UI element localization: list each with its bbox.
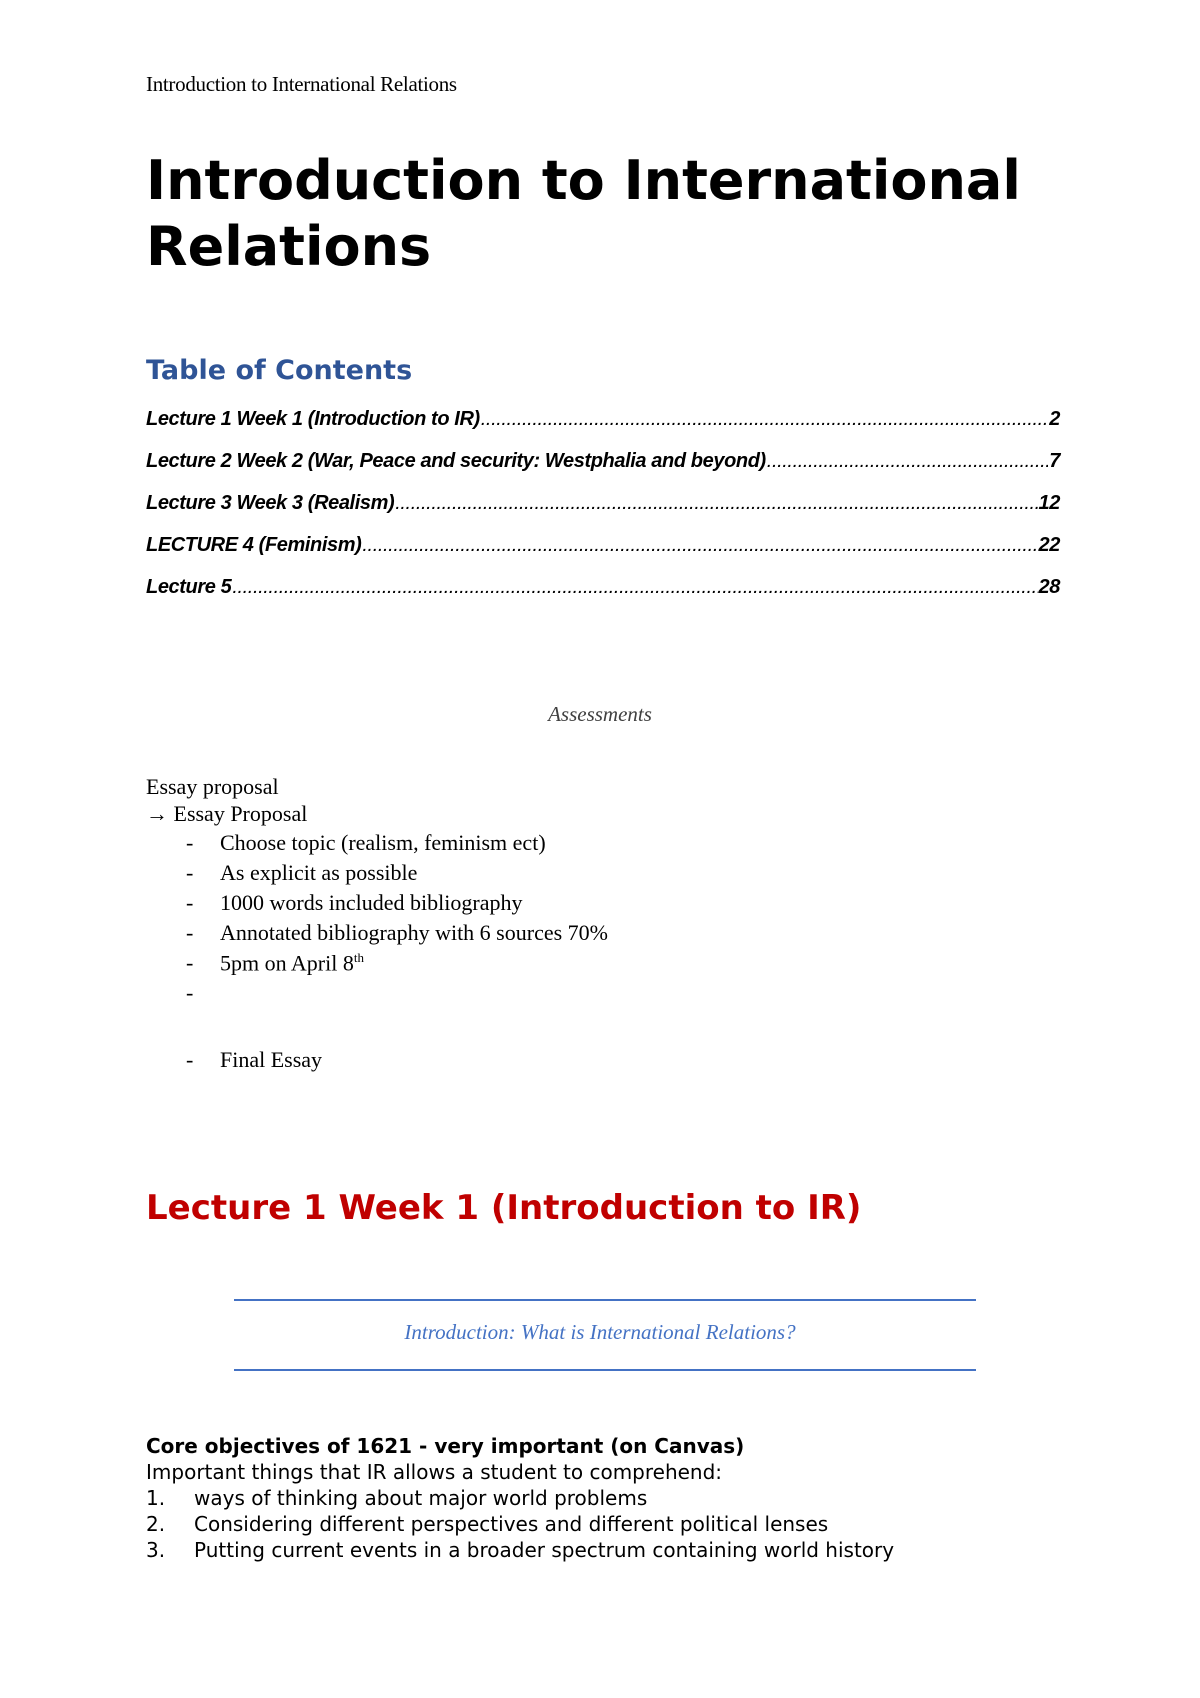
document-title: Introduction to International Relations <box>146 149 1021 278</box>
essay-proposal-label: Essay proposal <box>146 774 279 799</box>
final-essay-item: Final Essay <box>220 1047 323 1072</box>
quote-top-rule <box>234 1299 976 1301</box>
toc-entry-label: Lecture 2 Week 2 (War, Peace and security: Westphalia and beyond) <box>146 450 766 472</box>
bullet-dash: - <box>186 1047 194 1072</box>
toc-dot-leader <box>395 492 1037 515</box>
bullet-dash: - <box>186 830 194 855</box>
toc-heading: Table of Contents <box>146 355 413 386</box>
bullet-dash: - <box>186 920 194 945</box>
objectives-intro: Important things that IR allows a student to comprehend: <box>146 1460 723 1484</box>
toc-dot-leader <box>362 534 1037 557</box>
intro-quote: Introduction: What is International Relations? <box>404 1320 796 1344</box>
toc-page-number: 12 <box>1038 492 1060 514</box>
deadline-text: 5pm on April 8 <box>220 950 354 976</box>
bullet-dash: - <box>186 950 194 975</box>
bullet-item: As explicit as possible <box>220 860 418 885</box>
toc-entry-lecture-5[interactable] <box>146 576 1060 599</box>
toc-dot-leader <box>481 408 1049 431</box>
toc-dot-leader <box>232 576 1037 599</box>
date-suffix: th <box>353 950 364 965</box>
bullet-item: 1000 words included bibliography <box>220 890 523 915</box>
toc-page-number: 28 <box>1038 576 1060 598</box>
objective-item: Considering different perspectives and different political lenses <box>194 1512 829 1536</box>
objectives-heading: Core objectives of 1621 - very important (on Canvas) <box>146 1434 745 1458</box>
arrow-right-icon: → <box>146 801 168 826</box>
list-number: 3. <box>146 1538 166 1562</box>
arrow-item-text: Essay Proposal <box>173 801 308 826</box>
toc-entry-lecture-2[interactable] <box>146 450 1060 473</box>
toc-entry-lecture-3[interactable] <box>146 492 1060 515</box>
toc-entry-lecture-4[interactable] <box>146 534 1060 557</box>
bullet-item: Annotated bibliography with 6 sources 70% <box>220 920 608 945</box>
bullet-dash: - <box>186 860 194 885</box>
arrow-list-item <box>146 801 307 827</box>
objective-item: ways of thinking about major world problems <box>194 1486 648 1510</box>
running-header: Introduction to International Relations <box>146 72 457 96</box>
toc-entry-label: LECTURE 4 (Feminism) <box>146 534 362 556</box>
bullet-item: Choose topic (realism, feminism ect) <box>220 830 546 855</box>
bullet-dash-empty: - <box>186 980 194 1005</box>
toc-entry-label: Lecture 3 Week 3 (Realism) <box>146 492 395 514</box>
bullet-item-deadline <box>220 950 364 976</box>
toc-page-number: 22 <box>1038 534 1060 556</box>
bullet-dash: - <box>186 890 194 915</box>
toc-dot-leader <box>767 450 1048 473</box>
assessments-heading: Assessments <box>548 702 652 726</box>
lecture-1-heading: Lecture 1 Week 1 (Introduction to IR) <box>146 1188 862 1228</box>
toc-entry-label: Lecture 1 Week 1 (Introduction to IR) <box>146 408 480 430</box>
toc-page-number: 7 <box>1049 450 1060 472</box>
toc-page-number: 2 <box>1049 408 1060 430</box>
list-number: 1. <box>146 1486 166 1510</box>
objective-item: Putting current events in a broader spectrum containing world history <box>194 1538 895 1562</box>
toc-entry-label: Lecture 5 <box>146 576 232 598</box>
toc-entry-lecture-1[interactable] <box>146 408 1060 431</box>
list-number: 2. <box>146 1512 166 1536</box>
quote-bottom-rule <box>234 1369 976 1371</box>
